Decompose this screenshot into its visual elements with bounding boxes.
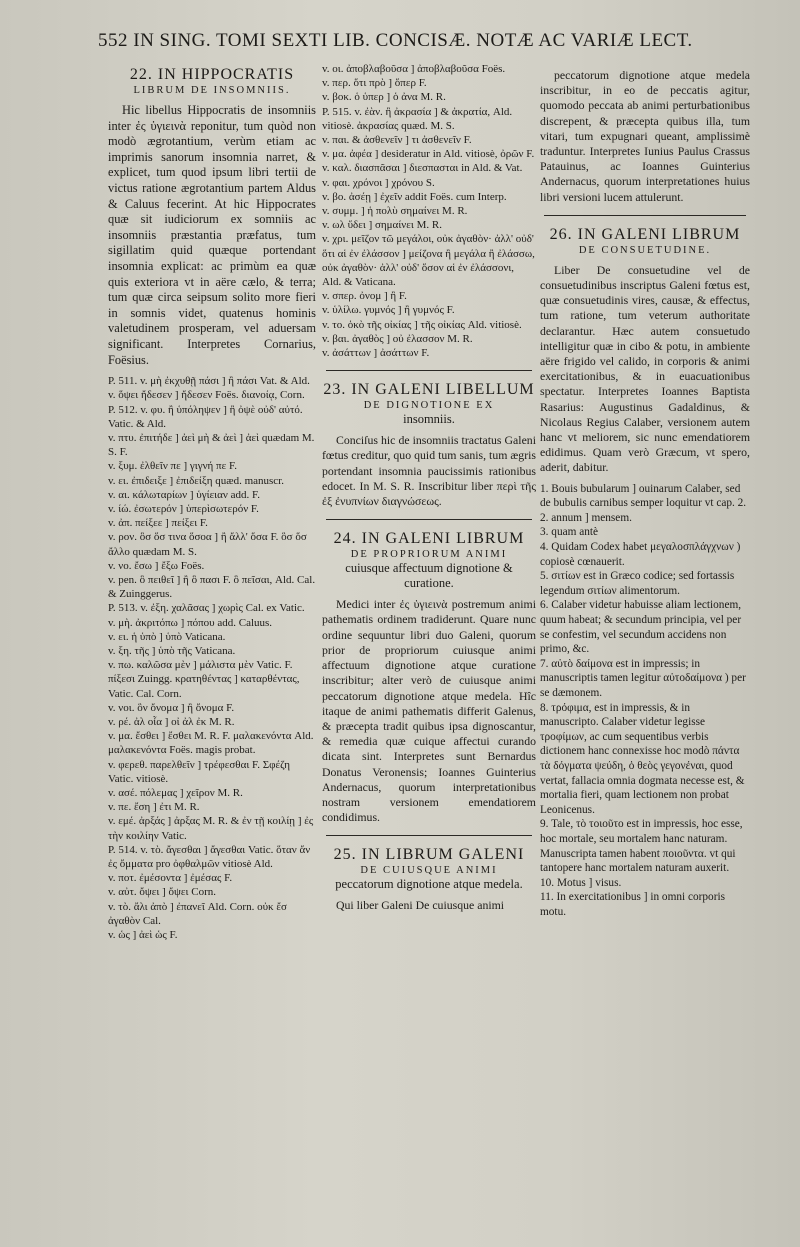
- note-line: v. καλ. διασπᾶσαι ] διεσπασται in Ald. & Vat.: [322, 162, 523, 175]
- note-line: v. ἀπ. πείξεε ] πείξει F.: [108, 517, 208, 530]
- note-line: v. βοκ. ὁ ὑπερ ] ὁ ἀνα M. R.: [322, 91, 446, 104]
- continued-notes: [322, 62, 536, 360]
- numbered-note: 2. annum ] mensem.: [540, 511, 632, 524]
- numbered-note: 3. quam antè: [540, 526, 599, 539]
- note-line: v. ει. ἡ ὑπὸ ] ὑπὸ Vaticana.: [108, 630, 226, 643]
- section-22-title: 22. IN HIPPOCRATIS: [129, 66, 295, 83]
- section-22-subtitle: LIBRUM DE INSOMNIIS.: [133, 85, 291, 96]
- note-line: v. φερεθ. παρελθεῖν ] τρέφεσθαι F. Σφέζη Vatic. vitiosè.: [108, 758, 291, 785]
- numbered-note: 5. σιτίων est in Græco codice; sed fortassis legendum σιτίων alimentorum.: [540, 570, 735, 597]
- note-line: v. ίώ. ἐσωτερόν ] ὑπερὶσωτερόν F.: [108, 502, 259, 515]
- note-line: v. νο. ἔσω ] ἔξω Foës.: [108, 559, 205, 572]
- section-26-notes: [540, 482, 750, 920]
- note-line: P. 513. v. ἐξη. χαλᾶσας ] χωρὶς Cal. ex Vatic.: [108, 602, 305, 615]
- section-24-subtitle: DE PROPRIORUM ANIMI: [350, 549, 508, 561]
- note-line: v. εμέ. ἀρξάς ] ἀρξας M. R. & ἐν τῇ κοιλίῃ ] ἐς τὴν κοιλίην Vatic.: [108, 815, 314, 842]
- note-line: v. συμμ. ] ἡ πολὺ σημαίνει M. R.: [322, 205, 468, 218]
- column-right: [540, 62, 750, 919]
- note-line: v. τὸ. ἄλι ἀπὸ ] ἐπανεῖ Ald. Corn. οὐκ ἔσ ἀγαθὸν Cal.: [108, 900, 287, 927]
- note-line: v. ωλ ὕδει ] σημαίνει M. R.: [322, 219, 442, 232]
- section-23-title: 23. IN GALENI LIBELLUM: [323, 381, 535, 399]
- column-left: [108, 62, 316, 942]
- numbered-note: 1. Bouis bubularum ] ouinarum Calaber, sed de bubulis carnibus semper loquitur vt cap. 2.: [540, 482, 747, 510]
- note-line: v. ξυμ. ἐλθεῖν πε ] γιγνή πε F.: [108, 460, 237, 473]
- section-23-subtitle: DE DIGNOTIONE EX: [363, 400, 495, 412]
- note-line: v. φαι. χρόνοι ] χρόνου S.: [322, 176, 435, 189]
- note-line: v. ασέ. πόλεμας ] χεῖρον M. R.: [108, 786, 243, 799]
- section-divider: [326, 370, 532, 371]
- note-line: v. ρέ. ἀλ οἶα ] οἰ ἀλ ἐκ M. R.: [108, 715, 235, 728]
- numbered-note: 11. In exercitationibus ] in omni corporis motu.: [540, 891, 725, 918]
- note-line: v. pen. ὃ πειθεῖ ] ἢ ὃ πασι F. ὃ πεῖσαι, Ald. Cal. & Zuinggerus.: [108, 573, 316, 601]
- note-line: v. ρον. ὃσ ὅσ τινα ὅσοα ] ἢ ἄλλ' ὅσα F. ὃσ ὅσ ἄλλο quædam M. S.: [108, 531, 307, 558]
- note-line: v. ξη. τῆς ] ὑπὸ τῆς Vaticana.: [108, 644, 236, 657]
- note-line: v. οι. ἀποβλαβοῦσα ] ἀποβλαβοῦσα Foës.: [322, 63, 506, 75]
- note-line: v. περ. ὅτι πρὸ ] ὅπερ F.: [322, 77, 427, 90]
- note-line: v. μὴ. ἀκριτόπω ] πόπου add. Caluus.: [108, 616, 273, 629]
- section-25-subtitle: DE CUIUSQUE ANIMI: [360, 865, 498, 877]
- column-middle: [322, 62, 536, 920]
- note-line: v. ποτ. ἐμέσοντα ] ἐμέσας F.: [108, 872, 233, 885]
- section-22-paragraph: Hic libellus Hippocratis de insomniis inter ἐς ὑγιεινὰ reponitur, tum quòd non modò ægrotantium, verùm etiam ac imprimis sanorum insomnia narret, & explicet, tum quod ipsum libri tertii de victus ratione ægrotantium partem Aldus & Caluus fecerint. At hic Hippocrates quæ sit iudiciorum ex somniis ac insomniis præstantia præfatus, tum sigillatim quid quæque portendant insomnia explicat: ac primùm ea quæ quis exteriora vt in aëre cælo, & terra; tum quæ circa seipsum solito more fieri in somnis videt, quatenus hominis valetudinem prosperam, vel aduersam significant. Interpretes Cornarius, Foësius.: [108, 103, 316, 367]
- note-line: v. ὑλίλω. γυμνός ] ἢ γυμνός F.: [322, 304, 455, 317]
- note-line: P. 514. v. τὸ. ἄγεσθαι ] ἄγεσθαι Vatic. ὅταν ἄν ἐς ὄμματα pro ὀφθαλμῶν vitiosè Ald.: [108, 843, 311, 870]
- section-26-paragraph: Liber De consuetudine vel de consuetudinibus inscriptus Galeni fœtus est, quæ consuetudinis vires, causæ, & effectus, tum ratione, tum veterum authoritate declarantur. Hæc autem consuetudo intelligitur quæ in cibo & potu, in ambiente aëre frigido vel calido, in corporis & animi exercitationibus, & in euacuationibus spectatur. Interpretes Ioannes Baptista Rasarius: Augustinus Gadaldinus, & Nicolaus Regius Calaber, versionem autem hanc vt meliorem, sic nunc emendatiorem edidimus. Quam verò Græcum, vt spero, aderit, dabitur.: [540, 262, 750, 475]
- section-25-title: 25. IN LIBRUM GALENI: [333, 846, 525, 864]
- section-26-subtitle: DE CONSUETUDINE.: [578, 244, 712, 256]
- note-line: v. αὐτ. ὄψει ] ὄψει Corn.: [108, 886, 217, 899]
- numbered-note: 8. τρόφιμα, est in impressis, & in manuscripto. Calaber videtur legisse τροφίμων, ac cum sequentibus verbis dictionem hanc connexisse hoc modò πάντα τὰ δόγματα ψεύδη, ὁ θεὸς γεγονέναι, quod vertat, fallacia omnia dogmata necesse est, & mortalia fieri, quam lectionem non probat Leonicenus.: [540, 701, 745, 816]
- note-line: v. ει. ἐπιδειξε ] ἐπιδείξη quæd. manuscr.: [108, 474, 284, 487]
- note-line: v. νοι. ὃν ὄνομα ] ἢ ὄνομα F.: [108, 701, 235, 714]
- numbered-note: 6. Calaber videtur habuisse aliam lectionem, quum habeat; & secundum principia, vel per se confestim, vel secundum accidens non primo, &c.: [540, 599, 742, 656]
- section-divider: [326, 835, 532, 836]
- note-line: v. πε. ἔση ] ἐτι M. R.: [108, 801, 200, 814]
- numbered-note: 4. Quidam Codex habet μεγαλοσπλάγχνων ) copiosè cœnauerit.: [540, 541, 741, 568]
- note-line: v. πω. καλῶσα μὲν ] μάλιστα μὲν Vatic. F. πίξεσι Zuingg. κρατηθέντας ] καταρθέντας, Vatic. Cal. Corn.: [108, 659, 300, 700]
- note-line: v. χρι. μεῖζον τῶ μεγάλοι, οὐκ ἀγαθὸν· ἀλλ' οὐδ' ὅτι αἱ ἐν ἐλάσσον ] μείζονα ἢ μεγάλα ἢ ἐλάσσω, οὐκ ἀγαθὸν· ἀλλ' οὐδ' ὅσον αἱ ἐν ἐλάσσονι, Ald. & Vaticana.: [322, 233, 535, 289]
- note-line: P. 512. v. φυ. ἢ ὑπόληψεν ] ἢ ὀψὲ οὐδ' αὐτό. Vatic. & Ald.: [108, 403, 303, 430]
- note-line: v. ὡς ] ἀεὶ ὡς F.: [108, 929, 178, 942]
- section-24-subtitle-2: cuiusque affectuum dignotione & curatione.: [345, 561, 513, 591]
- section-25-subtitle-2: peccatorum dignotione atque medela.: [335, 877, 523, 892]
- note-line: v. παι. & ἀσθενεῖν ] τι ἀσθενεῖν F.: [322, 134, 472, 147]
- section-23-paragraph: Conciſus hic de insomniis tractatus Galeni fœtus creditur, quo quid tum sanis, tum ægris portendant insomnia paucissimis rationibus edocet. In M. S. R. Inscribitur liber περὶ τῆς ἐξ ἐνυπνίων διαγνώσεως.: [322, 433, 536, 509]
- section-25-continuation: peccatorum dignotione atque medela inscribitur, in eo de peccatis agitur, quomodo peccata ab animi perturbationibus discrepent, & præcepta quibus illa, tum vitari, tum expugnari queant, amplissimè traduntur. Interpretes Iunius Paulus Crassus Patauinus, ac Ioannes Guinterius Andernacus, quorum interpretationes huius libri versioni lucem attulerunt.: [540, 68, 750, 204]
- note-line: v. βο. ἀσέῃ ] ἐχεῖν addit Foës. cum Interp.: [322, 190, 507, 203]
- section-divider: [544, 215, 746, 216]
- note-line: v. ἀσάττων ] ἀσάττων F.: [322, 347, 430, 360]
- section-26-title: 26. IN GALENI LIBRUM: [549, 225, 741, 243]
- note-line: v. σπερ. ὀνομ ] ἢ F.: [322, 290, 407, 303]
- running-head: 552 IN SING. TOMI SEXTI LIB. CONCISÆ. NOTÆ AC VARIÆ LECT.: [98, 30, 693, 51]
- note-line: v. μα. ἀφέα ] desideratur in Ald. vitiosè, ὀρῶν F.: [322, 148, 535, 161]
- note-line: v. μα. ἔσθει ] ἔσθει M. R. F. μαλακενόντα Ald. μαλακενόντα Foës. magis probat.: [108, 730, 314, 757]
- note-line: v. το. ὁκὸ τῆς οἰκίας ] τῆς οἰκίας Ald. vitiosè.: [322, 318, 522, 331]
- numbered-note: 7. αὐτὸ δαίμονα est in impressis; in manuscriptis tamen legitur αὐτοδαίμονα ) per se dæmonem.: [540, 657, 746, 699]
- note-line: v. βαι. ἀγαθὸς ] οὐ ἐλασσον M. R.: [322, 332, 473, 345]
- section-22-notes: [108, 374, 316, 942]
- numbered-note: 9. Tale, τὸ τοιοῦτο est in impressis, hoc esse, hoc mortale, seu mortalem hanc naturam. Manuscripta tamen habent ποιοῦντα. vt qui tantopere hanc mortalem naturam auxerit.: [540, 818, 743, 875]
- note-line: v. πτυ. ἐπιτήδε ] ἀεὶ μὴ & ἀεὶ ] ἀεὶ quædam M. S. F.: [108, 431, 315, 459]
- section-25-paragraph: Qui liber Galeni De cuiusque animi: [336, 898, 505, 913]
- note-line: v. αι. κάλωταρίων ] ὑγίειαν add. F.: [108, 488, 261, 501]
- section-divider: [326, 519, 532, 520]
- note-line: P. 511. v. μὴ ἐκχυθῇ πάσι ] ἢ πάσι Vat. & Ald.: [108, 375, 310, 388]
- section-23-subtitle-2: insomniis.: [403, 412, 455, 427]
- section-24-title: 24. IN GALENI LIBRUM: [333, 530, 525, 548]
- numbered-note: 10. Motus ] visus.: [540, 876, 622, 889]
- section-24-paragraph: Medici inter ἐς ὑγιεινὰ postremum animi pathematis ordinem tradiderunt. Quare nunc ordine sequuntur libri duo Galeni, quorum prior de propriorum cuiusque animi affectuum dignotione atque curatione inscribitur; alter verò de cuiusque animi peccatorum dignotione atque medela. Hîc itaque de animi pathematis differit Galenus, & præcepta tradit quibus ipsa dignoscantur, & remedia quæ cuique affectui curando dicata sint. Interpretes sunt Bernardus Donatus Veronensis; Ioannes Guinterius Andernacus, quorum interpretationibus nostram versionem emendatiorem condidimus.: [322, 597, 536, 825]
- note-line: P. 515. v. ἐὰν. ἢ ἀκρασία ] & ἀκρατία, Ald. vitiosè. ἀκρασίας quæd. M. S.: [322, 105, 513, 132]
- note-line: v. ὅψει ἤδεσεν ] ἤδεσεν Foës. διανοίᾳ, Corn.: [108, 389, 305, 402]
